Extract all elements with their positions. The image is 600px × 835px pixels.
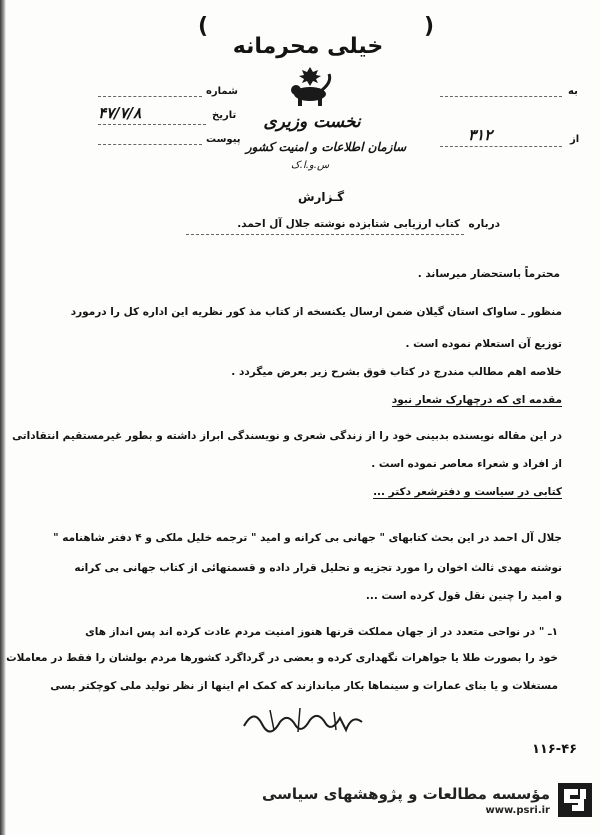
subject-underline xyxy=(186,234,464,235)
para1-line1: منظور ـ ساواک استان گیلان ضمن ارسال یکنسخه از کتاب مذ کور نظریه این اداره کل را درمورد xyxy=(70,306,562,318)
crest-emblem xyxy=(282,64,338,108)
right-paren: ) xyxy=(424,14,435,39)
institute-url[interactable]: www.psri.ir xyxy=(485,804,550,816)
para3-line2: از افراد و شعراء معاصر نموده است . xyxy=(371,458,562,470)
date-blank xyxy=(98,124,206,125)
para2: خلاصه اهم مطالب مندرج در کتاب فوق بشرح زیر بعرض میگردد . xyxy=(231,366,562,378)
institute-name: مؤسسه مطالعات و پژوهشهای سیاسی xyxy=(261,784,550,803)
scan-edge xyxy=(0,0,6,835)
subject-text: کتاب ارزیابی شتابزده نوشته جلال آل احمد. xyxy=(237,218,460,230)
attachment-label: پیوست xyxy=(206,134,241,145)
to-label: به xyxy=(568,86,578,97)
from-value: ۳۱۲ xyxy=(468,126,493,144)
org-abbrev: س.و.ا.ک xyxy=(290,160,330,171)
classification-title: خیلی محرمانه xyxy=(232,34,384,59)
institute-footer xyxy=(262,783,592,817)
left-paren: ( xyxy=(198,14,209,39)
from-label: از xyxy=(570,134,580,145)
section-heading-1: مقدمه ای که درچهارک شعار نبود xyxy=(391,394,562,406)
attachment-blank xyxy=(98,144,202,145)
report-title: گـزارش xyxy=(297,190,345,204)
para5-line1: ۱ـ " در نواحی متعدد در از جهان مملکت قرنها هنوز امنیت مردم عادت کرده اند پس انداز های xyxy=(85,626,558,638)
date-label: تاریخ xyxy=(212,110,237,121)
to-blank xyxy=(440,96,562,97)
handwritten-signature xyxy=(240,700,370,740)
institute-text-block xyxy=(262,785,550,816)
number-label: شماره xyxy=(206,86,238,97)
document-code: ۱۱۶-۴۶ xyxy=(532,742,578,757)
para4-line2: نوشته مهدی ثالث اخوان را مورد تجزیه و تحلیل قرار داده و قسمتهائی از کتاب جهانی بی کرانه xyxy=(74,562,562,574)
org-name: نخست وزیری xyxy=(263,112,361,132)
salutation: محترماً باستحضار میرساند . xyxy=(417,268,560,280)
para5-line2: خود را بصورت طلا یا جواهرات نگهداری کرده و بعضی در گرداگرد کشورها مردم بولشان را فقط در معاملات xyxy=(6,652,558,664)
org-department: سازمان اطلاعات و امنیت کشور xyxy=(245,140,407,154)
from-blank xyxy=(440,146,562,147)
institute-logo-icon xyxy=(558,783,592,817)
date-value: ۴۷/۷/۸ xyxy=(98,104,142,122)
para3-line1: در این مقاله نویسنده بدبینی خود را از زندگی شعری و نویسندگی ابراز داشته و بطور غیرمستقیم انتقاداتی xyxy=(12,430,562,442)
subject-label: درباره xyxy=(468,218,500,230)
number-blank xyxy=(98,96,202,97)
para1-line2: توزیع آن استعلام نموده است . xyxy=(405,338,562,350)
para5-line3: مستغلات و یا بنای عمارات و سینماها بکار میاندازند که کمک ام اینها از نظر تولید ملی کوچکتر بسی xyxy=(50,680,558,692)
section-heading-2: کتابی در سیاست و دفترشعر دکتر ... xyxy=(373,486,562,498)
para4-line3: و امید را چنین نقل قول کرده است ... xyxy=(365,590,562,602)
para4-line1: جلال آل احمد در این بحث کتابهای " جهانی بی کرانه و امید " ترجمه خلیل ملکی و ۴ دفتر شاهنامه " xyxy=(53,532,562,544)
